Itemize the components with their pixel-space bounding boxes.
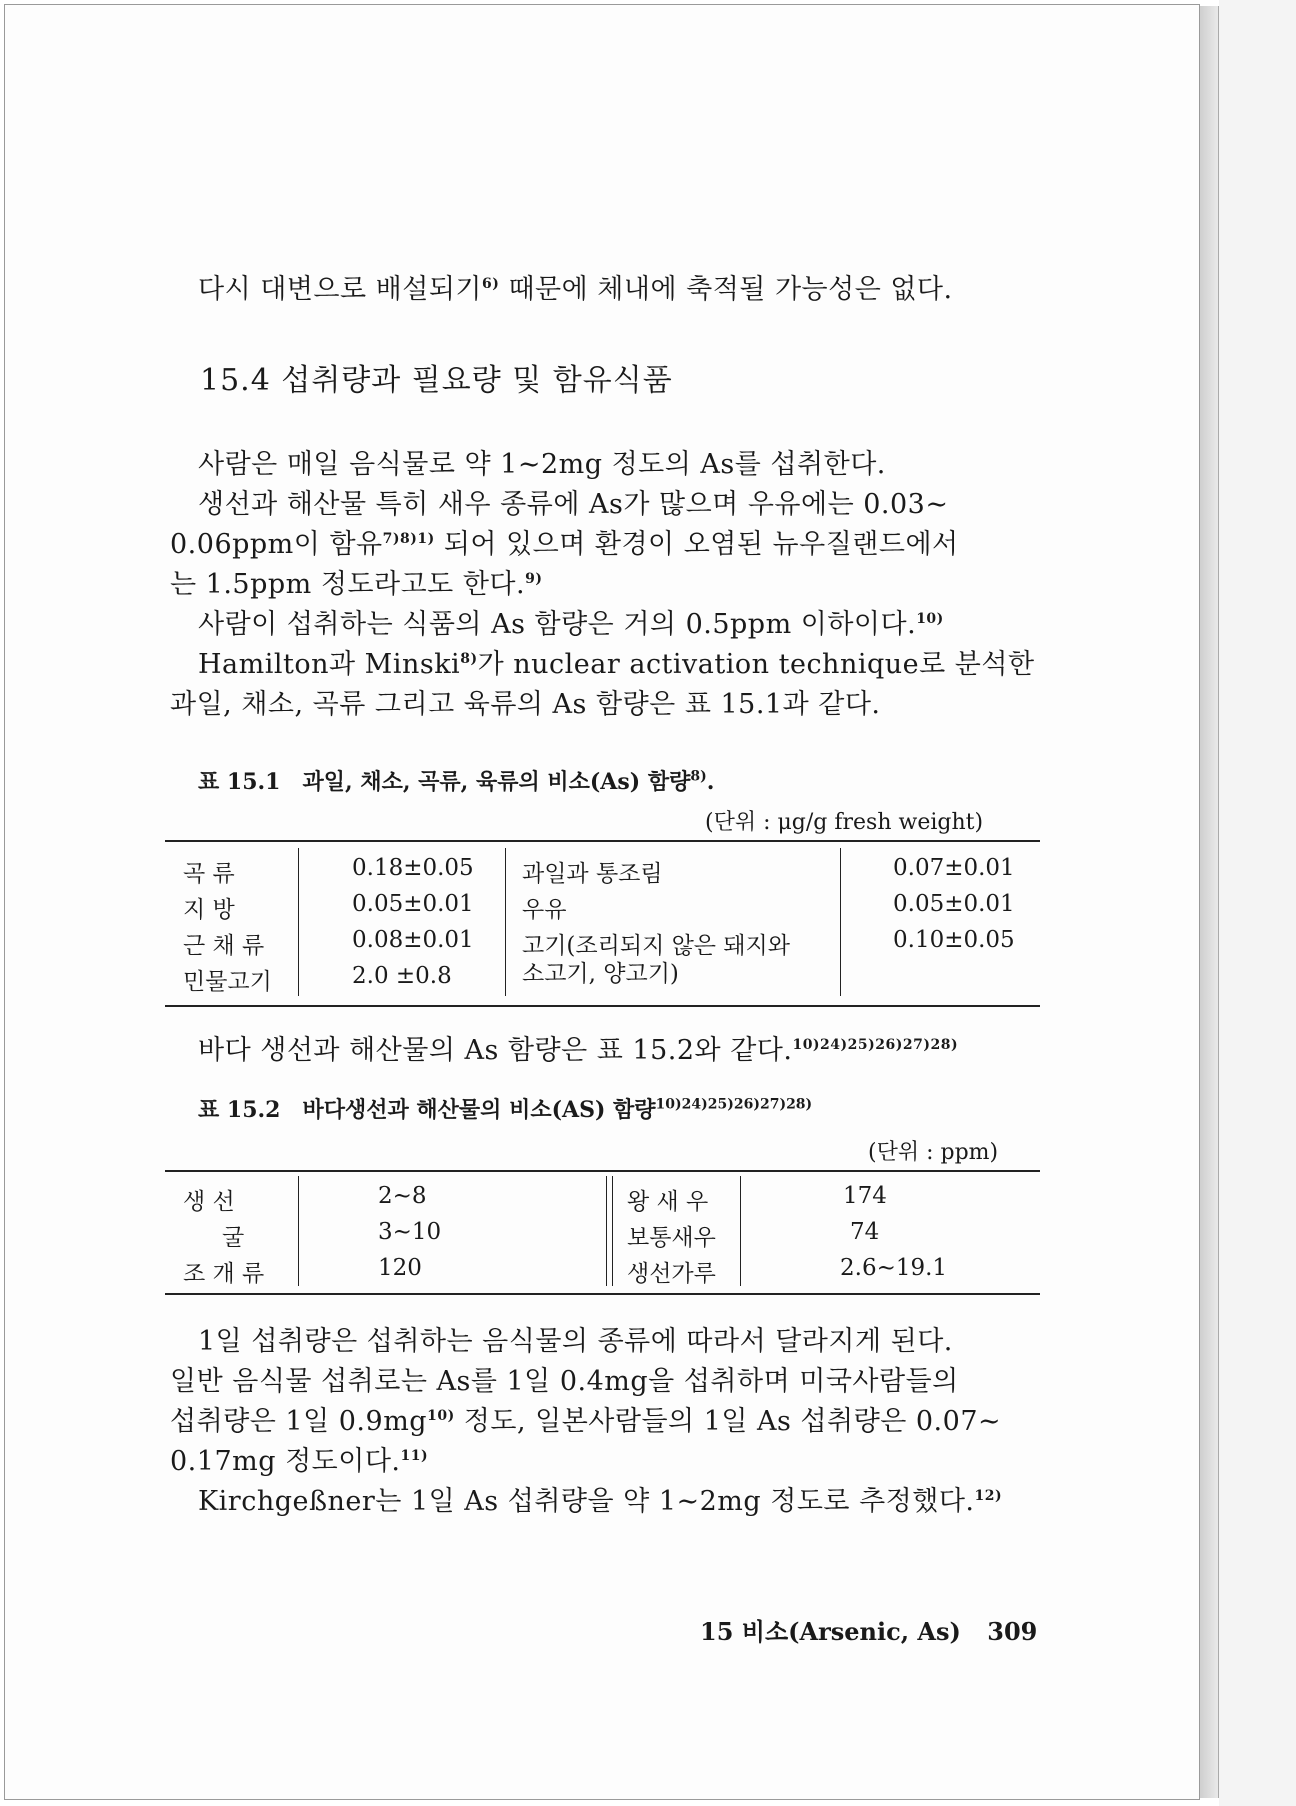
text-line: Hamilton과 Minski (198, 649, 461, 680)
table1-value: 0.08±0.01 (352, 927, 474, 953)
table1-value: 0.07±0.01 (893, 855, 1015, 881)
text-line: 0.06ppm이 함유 (170, 529, 383, 560)
text-line: 가 nuclear activation technique로 분석한 (477, 649, 1035, 680)
text-line: 는 1.5ppm 정도라고도 한다. (170, 569, 526, 600)
table2-label: 생 선 (183, 1189, 235, 1215)
table2-value: 74 (850, 1219, 880, 1245)
table1-divider (840, 848, 841, 996)
footnote-ref: 7)8)1) (382, 531, 435, 547)
footnote-ref: 12) (974, 1488, 1003, 1504)
table2-unit: (단위 : ppm) (868, 1140, 999, 1165)
text-line: 0.17mg 정도이다. (170, 1446, 401, 1477)
table1-caption-end: . (706, 769, 715, 795)
text-line: 생선과 해산물 특히 새우 종류에 As가 많으며 우유에는 0.03∼ (198, 489, 949, 520)
footnote-ref: 10)24)25)26)27)28) (655, 1096, 813, 1113)
table1-divider (505, 848, 506, 996)
footnote-ref: 8) (690, 768, 707, 785)
table2-label: 보통새우 (627, 1225, 716, 1251)
table2-divider (740, 1176, 741, 1286)
table2-divider (298, 1176, 299, 1286)
table1-top-rule (165, 840, 1040, 842)
table2-label: 왕 새 우 (627, 1189, 709, 1215)
table2-title: 바다생선과 해산물의 비소(AS) 함량 (302, 1097, 656, 1123)
table1-label: 고기(조리되지 않은 돼지와 (522, 933, 790, 959)
table1-unit: (단위 : μg/g fresh weight) (705, 810, 984, 835)
footnote-ref: 10) (427, 1408, 455, 1424)
running-head: 15 비소(Arsenic, As) (700, 1617, 961, 1646)
paragraph-continued (198, 270, 1048, 310)
text-line: 일반 음식물 섭취로는 As를 1일 0.4mg을 섭취하며 미국사람들의 (170, 1366, 959, 1397)
table2-divider (606, 1176, 607, 1286)
table2-label: 생선가루 (627, 1261, 716, 1287)
table1-divider (298, 848, 299, 996)
table1-label: 소고기, 양고기) (522, 961, 679, 987)
text-line: 과일, 채소, 곡류 그리고 육류의 As 함량은 표 15.1과 같다. (170, 689, 881, 720)
text-line: 다시 대변으로 배설되기 (198, 274, 482, 305)
background-margin (1219, 0, 1296, 1806)
table1-label: 지 방 (183, 897, 235, 923)
table2-value: 2∼8 (378, 1183, 427, 1209)
table2-value: 3∼10 (378, 1219, 442, 1245)
table2-bottom-rule (165, 1293, 1040, 1295)
footnote-ref: 11) (400, 1448, 429, 1464)
paragraph (198, 1031, 1048, 1071)
section-title: 15.4 섭취량과 필요량 및 함유식품 (200, 363, 673, 398)
text-line: 바다 생선과 해산물의 As 함량은 표 15.2와 같다. (198, 1035, 793, 1066)
table1-bottom-rule (165, 1005, 1040, 1007)
footnote-ref: 8) (460, 651, 478, 667)
body-paragraphs (170, 445, 1048, 725)
table1-value: 2.0 ±0.8 (352, 963, 452, 989)
text-line: 1일 섭취량은 섭취하는 음식물의 종류에 따라서 달라지게 된다. (198, 1326, 953, 1357)
text-line: 정도, 일본사람들의 1일 As 섭취량은 0.07∼ (454, 1406, 1002, 1437)
table2-label: 조 개 류 (183, 1261, 265, 1287)
page-number: 309 (987, 1617, 1038, 1646)
table2-value: 2.6∼19.1 (840, 1255, 948, 1281)
body-paragraphs (170, 1322, 1048, 1522)
table1-value: 0.18±0.05 (352, 855, 474, 881)
table1-caption (198, 765, 714, 796)
table1-label: 우유 (522, 897, 567, 923)
table1-number: 표 15.1 (198, 769, 281, 795)
table2-divider (612, 1176, 613, 1286)
table1-label: 곡 류 (183, 861, 235, 887)
page-edge (1200, 6, 1219, 1798)
table2-number: 표 15.2 (198, 1097, 281, 1123)
footnote-ref: 9) (525, 571, 543, 587)
footnote-ref: 10)24)25)26)27)28) (792, 1037, 959, 1053)
text-line: 섭취량은 1일 0.9mg (170, 1406, 428, 1437)
text-line: Kirchgeßner는 1일 As 섭취량을 약 1∼2mg 정도로 추정했다. (198, 1486, 975, 1517)
table2-top-rule (165, 1170, 1040, 1172)
table1-value: 0.05±0.01 (893, 891, 1015, 917)
table1-label: 근 채 류 (183, 933, 265, 959)
page-footer (700, 1612, 1037, 1647)
text-line: 사람이 섭취하는 식품의 As 함량은 거의 0.5ppm 이하이다. (198, 609, 917, 640)
table1-label: 민물고기 (183, 969, 272, 995)
table1-value: 0.05±0.01 (352, 891, 474, 917)
text-line: 사람은 매일 음식물로 약 1∼2mg 정도의 As를 섭취한다. (198, 449, 886, 480)
table1-value: 0.10±0.05 (893, 927, 1015, 953)
table2-label: 굴 (222, 1225, 245, 1251)
table2-value: 174 (843, 1183, 887, 1209)
table2-value: 120 (378, 1255, 422, 1281)
footnote-ref: 6) (482, 276, 500, 292)
text-line: 되어 있으며 환경이 오염된 뉴우질랜드에서 (434, 529, 959, 560)
table2-caption (198, 1093, 812, 1124)
table1-title: 과일, 채소, 곡류, 육류의 비소(As) 함량 (302, 769, 691, 795)
table1-label: 과일과 통조림 (522, 861, 663, 887)
footnote-ref: 10) (916, 611, 944, 627)
text-line: 때문에 체내에 축적될 가능성은 없다. (499, 274, 953, 305)
